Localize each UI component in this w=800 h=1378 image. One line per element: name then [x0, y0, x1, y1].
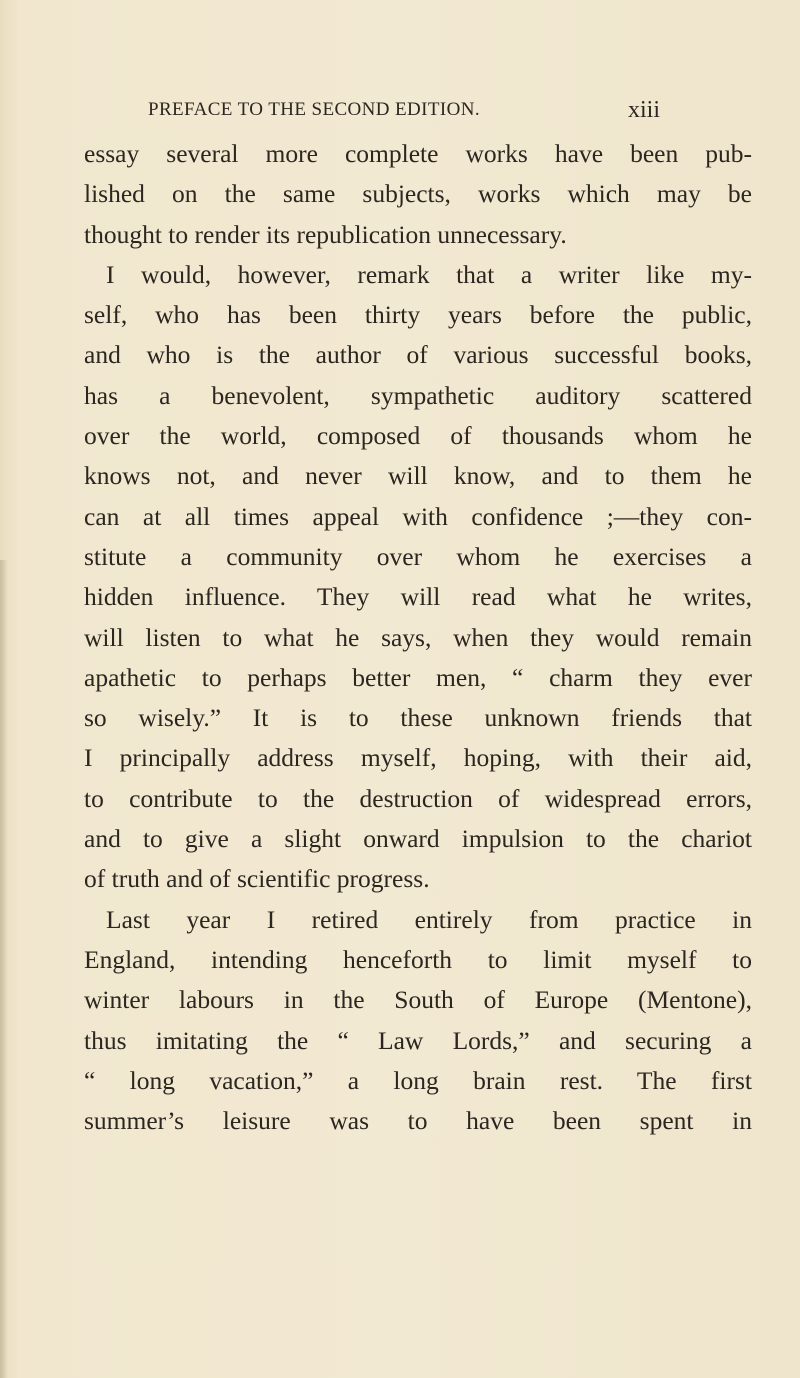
text-line: “ long vacation,” a long brain rest. The first [84, 1065, 752, 1095]
text-line: will listen to what he says, when they would remain [84, 622, 752, 652]
text-line: England, intending henceforth to limit myself to [84, 944, 752, 974]
text-line: knows not, and never will know, and to them he [84, 461, 752, 491]
text-line: Last year I retired entirely from practice in [106, 904, 752, 934]
text-line: lished on the same subjects, works which may be [84, 179, 752, 209]
text-line: summer’s leisure was to have been spent in [84, 1106, 752, 1136]
text-line: so wisely.” It is to these unknown friends that [84, 703, 752, 733]
text-line: thought to render its republication unnecessary. [84, 219, 567, 249]
text-line: has a benevolent, sympathetic auditory scattered [84, 380, 752, 410]
text-line: of truth and of scientific progress. [84, 864, 430, 894]
body-text [84, 134, 752, 1141]
text-line: essay several more complete works have been pub- [84, 139, 752, 168]
running-title: PREFACE TO THE SECOND EDITION. [148, 99, 481, 120]
text-line: hidden influence. They will read what he writes, [84, 582, 752, 612]
text-line: can at all times appeal with confidence ;—they con- [84, 501, 752, 531]
text-line: I would, however, remark that a writer like my- [106, 259, 752, 289]
text-line: apathetic to perhaps better men, “ charm they ever [84, 662, 752, 692]
text-line: to contribute to the destruction of widespread errors, [84, 783, 752, 813]
running-head [148, 92, 768, 132]
text-line: and to give a slight onward impulsion to the chariot [84, 824, 752, 854]
text-line: winter labours in the South of Europe (Mentone), [84, 985, 752, 1015]
text-line: over the world, composed of thousands whom he [84, 421, 752, 451]
text-line: I principally address myself, hoping, with their aid, [84, 743, 752, 773]
page-number: xiii [628, 97, 661, 123]
text-line: thus imitating the “ Law Lords,” and securing a [84, 1025, 752, 1055]
text-line: self, who has been thirty years before the public, [84, 300, 752, 330]
text-line: stitute a community over whom he exercises a [84, 541, 752, 571]
text-line: and who is the author of various successful books, [84, 340, 752, 370]
page-binding-shadow [0, 560, 8, 1378]
